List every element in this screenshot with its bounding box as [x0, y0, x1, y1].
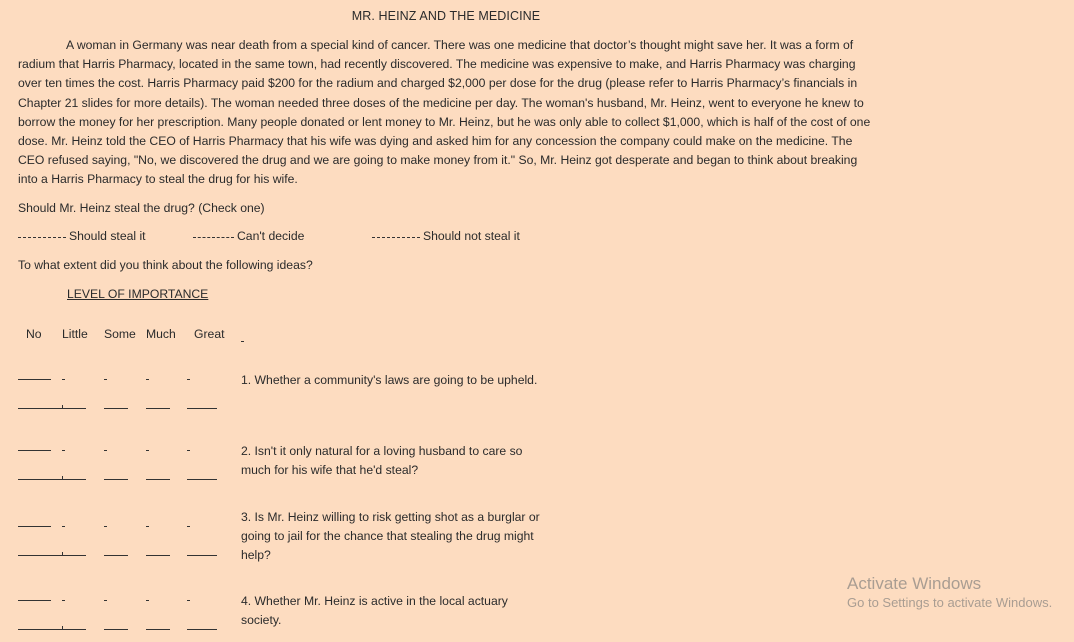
prompt-text: To what extent did you think about the following ideas? [18, 258, 313, 272]
rating-line-much[interactable] [146, 555, 170, 556]
rating-divider [62, 552, 63, 556]
scale-label-no: No [26, 327, 42, 341]
rating-line-no-little[interactable] [18, 479, 86, 480]
scale-underline [241, 341, 244, 342]
rating-line-much[interactable] [146, 629, 170, 630]
choice-blank[interactable] [372, 237, 420, 238]
rating-line-much[interactable] [146, 408, 170, 409]
story-paragraph: A woman in Germany was near death from a special kind of cancer. There was one medicine that doctor’s thought might save her. It was a form of radium that Harris Pharmacy, located in the same town, had recently discovered. The medicine was expensive to make, and Harris Pharmacy was charging over ten times the cost. Harris Pharmacy paid $200 for the radium and charged $2,000 per dose for the drug (please refer to Harris Pharmacy’s financials in Chapter 21 slides for more details). The woman needed three doses of the medicine per day. The woman's husband, Mr. Heinz, went to everyone he knew to borrow the money for her prescription. Many people donated or lent money to Mr. Heinz, but he was only able to collect $1,000, which is half of the cost of one dose. Mr. Heinz told the CEO of Harris Pharmacy that his wife was dying and asked him for any concession the company could make on the medicine. The CEO refused saying, "No, we discovered the drug and we are going to make money from it." So, Mr. Heinz got desperate and began to think about breaking into a Harris Pharmacy to steal the drug for his wife. [18, 38, 871, 187]
rating-no-line[interactable] [18, 600, 51, 601]
item-text: 4. Whether Mr. Heinz is active in the local actuary society. [241, 594, 508, 627]
rating-line-no-little[interactable] [18, 555, 86, 556]
rating-line-great[interactable] [187, 629, 217, 630]
choice-blank[interactable] [18, 237, 66, 238]
level-of-importance-heading: LEVEL OF IMPORTANCE [67, 287, 209, 301]
scale-label-some: Some [104, 327, 136, 341]
rating-item [0, 510, 600, 563]
document-title: MR. HEINZ AND THE MEDICINE [351, 9, 541, 23]
rating-no-line[interactable] [18, 450, 51, 451]
rating-much-short[interactable] [146, 379, 149, 380]
rating-item [0, 589, 600, 639]
rating-line-great[interactable] [187, 408, 217, 409]
scale-label-great: Great [194, 327, 225, 341]
rating-great-short[interactable] [187, 526, 190, 527]
rating-some-short[interactable] [104, 526, 107, 527]
rating-much-short[interactable] [146, 526, 149, 527]
rating-great-short[interactable] [187, 600, 190, 601]
choice-blank[interactable] [193, 237, 234, 238]
rating-line-great[interactable] [187, 555, 217, 556]
watermark-title: Activate Windows [847, 574, 982, 593]
rating-item [0, 439, 600, 489]
rating-divider [62, 626, 63, 630]
rating-little-short[interactable] [62, 450, 65, 451]
rating-some-short[interactable] [104, 379, 107, 380]
rating-little-short[interactable] [62, 379, 65, 380]
rating-item [0, 368, 600, 418]
rating-no-line[interactable] [18, 526, 51, 527]
rating-line-some[interactable] [104, 408, 128, 409]
choice-should-not-steal[interactable] [372, 229, 520, 243]
rating-line-some[interactable] [104, 555, 128, 556]
activate-windows-watermark [847, 574, 1052, 610]
rating-line-some[interactable] [104, 479, 128, 480]
rating-line-much[interactable] [146, 479, 170, 480]
rating-no-line[interactable] [18, 379, 51, 380]
choice-label: Should not steal it [423, 229, 520, 243]
choice-label: Should steal it [69, 229, 146, 243]
rating-line-no-little[interactable] [18, 408, 86, 409]
rating-much-short[interactable] [146, 600, 149, 601]
rating-great-short[interactable] [187, 379, 190, 380]
choice-cant-decide[interactable] [193, 229, 304, 243]
item-text: 2. Isn't it only natural for a loving husband to care so much for his wife that he'd steal? [241, 444, 523, 477]
scale-label-much: Much [146, 327, 176, 341]
rating-little-short[interactable] [62, 600, 65, 601]
rating-divider [62, 476, 63, 480]
rating-line-no-little[interactable] [18, 629, 86, 630]
item-text: 1. Whether a community's laws are going to be upheld. [241, 373, 538, 387]
question-text: Should Mr. Heinz steal the drug? (Check one) [18, 201, 265, 215]
rating-line-great[interactable] [187, 479, 217, 480]
scale-label-little: Little [62, 327, 88, 341]
item-text: 3. Is Mr. Heinz willing to risk getting shot as a burglar or going to jail for the chance that stealing the drug might help? [241, 510, 540, 562]
rating-great-short[interactable] [187, 450, 190, 451]
rating-line-some[interactable] [104, 629, 128, 630]
rating-some-short[interactable] [104, 600, 107, 601]
rating-little-short[interactable] [62, 526, 65, 527]
watermark-subtitle: Go to Settings to activate Windows. [847, 595, 1053, 610]
choice-should-steal[interactable] [18, 229, 146, 243]
rating-much-short[interactable] [146, 450, 149, 451]
rating-some-short[interactable] [104, 450, 107, 451]
choice-label: Can't decide [237, 229, 305, 243]
rating-divider [62, 405, 63, 409]
